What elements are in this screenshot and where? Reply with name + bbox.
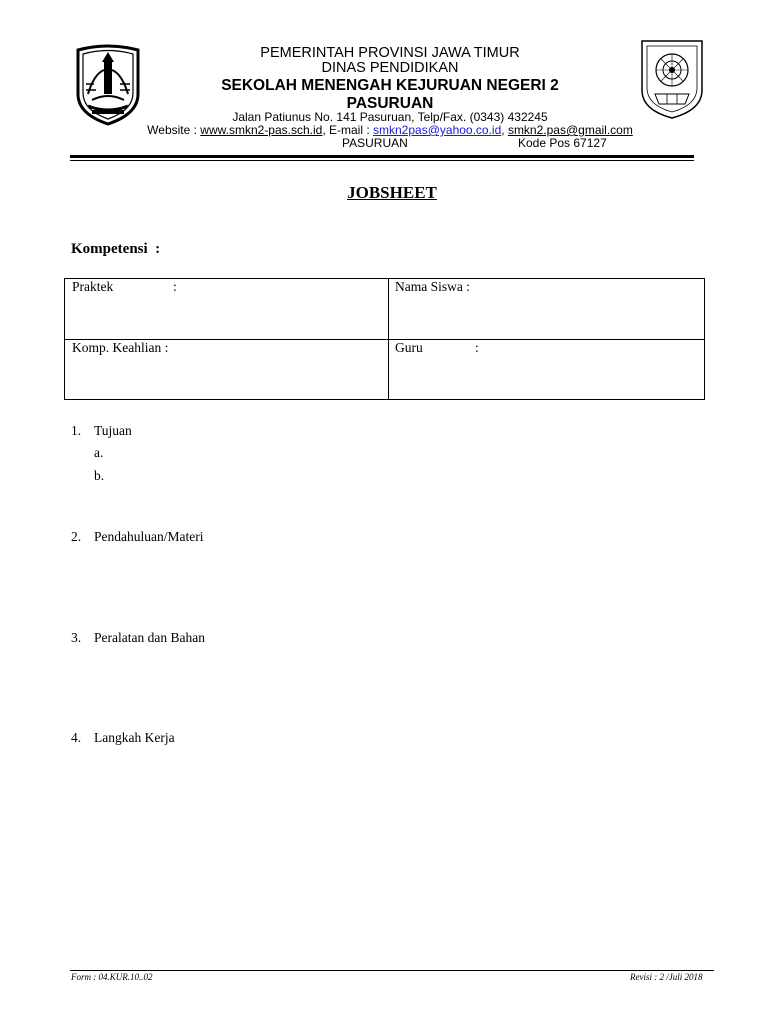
header-government: PEMERINTAH PROVINSI JAWA TIMUR: [260, 45, 520, 61]
footer-divider: [70, 970, 714, 971]
header-contact: [120, 123, 660, 137]
header-city: PASURUAN: [346, 95, 434, 112]
email-link-gmail[interactable]: smkn2.pas@gmail.com: [507, 123, 633, 137]
header-department: DINAS PENDIDIKAN: [321, 60, 459, 76]
praktek-label: Praktek: [72, 279, 114, 294]
email-separator: ,: [501, 123, 508, 137]
komp-keahlian-label: Komp. Keahlian :: [72, 340, 169, 355]
header-school-name: SEKOLAH MENENGAH KEJURUAN NEGERI 2: [221, 77, 559, 94]
section-number: 1.: [71, 423, 82, 438]
footer-revision: Revisi : 2 /Juli 2018: [630, 972, 703, 982]
header-city-line: PASURUAN: [342, 136, 408, 150]
website-label: Website :: [147, 123, 201, 137]
footer-form-code: Form : 04.KUR.10..02: [71, 972, 153, 982]
nama-siswa-label: Nama Siswa :: [395, 279, 470, 294]
email-link-yahoo[interactable]: smkn2pas@yahoo.co.id: [373, 123, 502, 137]
email-label: , E-mail :: [322, 123, 374, 137]
header-divider-thin: [70, 160, 694, 161]
document-title: JOBSHEET: [347, 183, 437, 202]
header-address: Jalan Patiunus No. 141 Pasuruan, Telp/Fax. (0343) 432245: [232, 110, 548, 124]
sub-item-b: b.: [94, 468, 105, 483]
section-peralatan: Peralatan dan Bahan: [94, 630, 205, 645]
sub-item-a: a.: [94, 445, 104, 460]
header-postal-code: Kode Pos 67127: [518, 136, 607, 150]
section-langkah-kerja: Langkah Kerja: [94, 730, 175, 745]
section-number: 2.: [71, 529, 82, 544]
section-number: 3.: [71, 630, 82, 645]
section-tujuan: Tujuan: [94, 423, 132, 438]
website-link[interactable]: www.smkn2-pas.sch.id: [200, 123, 323, 137]
kompetensi-label: Kompetensi :: [71, 241, 161, 257]
praktek-colon: :: [173, 279, 177, 294]
guru-label: Guru: [395, 340, 423, 355]
section-pendahuluan: Pendahuluan/Materi: [94, 529, 204, 544]
header-divider-thick: [70, 155, 694, 158]
section-number: 4.: [71, 730, 82, 745]
guru-colon: :: [475, 340, 479, 355]
info-table: [64, 278, 705, 400]
